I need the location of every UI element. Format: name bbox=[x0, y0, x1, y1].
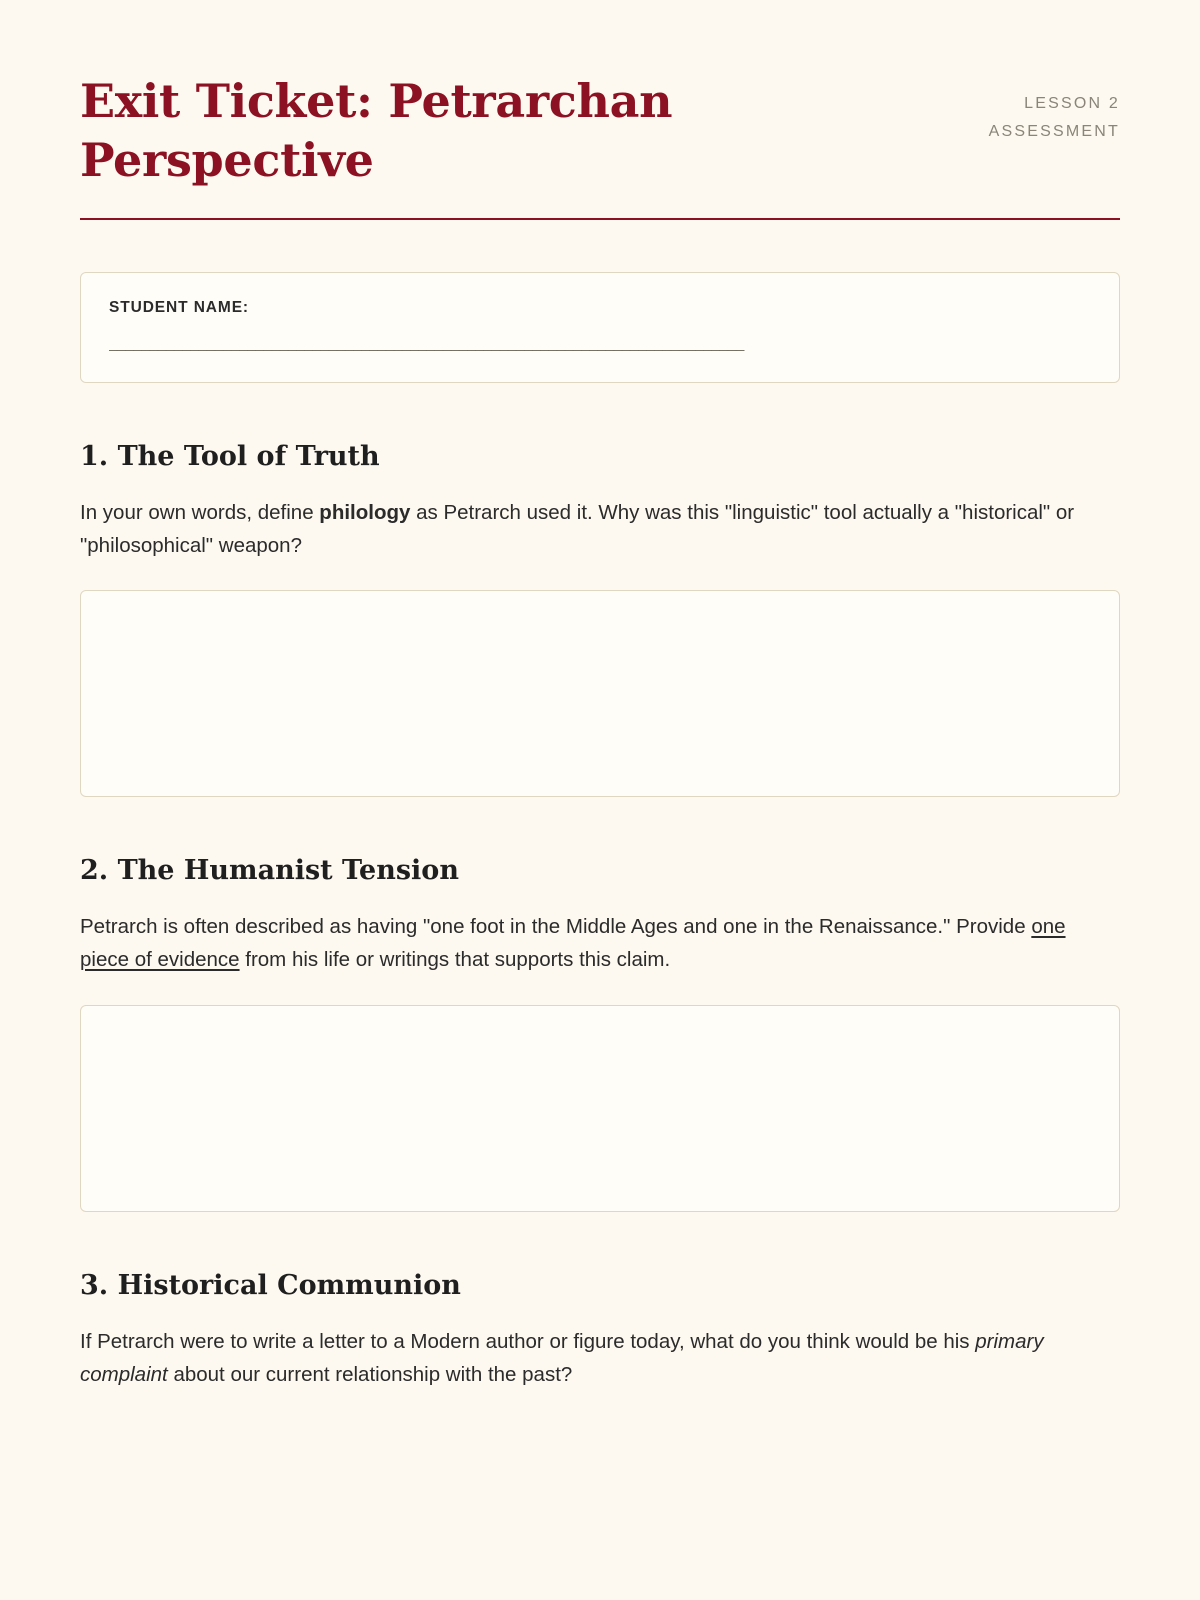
question-2 bbox=[80, 855, 1120, 1211]
document-header bbox=[80, 72, 1120, 190]
question-2-prompt bbox=[80, 910, 1090, 976]
question-1-heading: 1. The Tool of Truth bbox=[80, 440, 380, 472]
prompt-run-normal: If Petrarch were to write a letter to a Modern author or figure today, what do you think would be his bbox=[80, 1329, 976, 1353]
student-name-input[interactable]: ______________________________________________________________________________ bbox=[109, 334, 745, 352]
student-name-label: STUDENT NAME: bbox=[109, 298, 249, 316]
meta-lesson: LESSON 2 bbox=[1024, 95, 1120, 112]
question-2-heading: 2. The Humanist Tension bbox=[80, 855, 459, 887]
prompt-run-normal: from his life or writings that supports this claim. bbox=[239, 948, 671, 972]
meta-assessment: ASSESSMENT bbox=[988, 123, 1120, 140]
prompt-run-normal: In your own words, define bbox=[80, 500, 320, 524]
question-1-prompt bbox=[80, 496, 1090, 562]
question-3 bbox=[80, 1270, 1120, 1391]
student-name-box[interactable] bbox=[80, 272, 1120, 383]
prompt-run-underline: one piece of evidence bbox=[80, 915, 1066, 972]
question-1-answer-field[interactable] bbox=[80, 590, 1120, 797]
prompt-run-italic: primary complaint bbox=[80, 1329, 1044, 1386]
prompt-run-normal: as Petrarch used it. Why was this "linguistic" tool actually a "historical" or "philosophical" weapon? bbox=[80, 500, 1075, 557]
prompt-run-normal: Petrarch is often described as having "one foot in the Middle Ages and one in the Renaissance." Provide bbox=[80, 915, 1032, 939]
question-3-heading: 3. Historical Communion bbox=[80, 1269, 461, 1301]
title-divider bbox=[80, 218, 1120, 220]
question-1 bbox=[80, 441, 1120, 797]
prompt-run-bold: philology bbox=[319, 500, 411, 524]
page-title: Exit Ticket: Petrarchan Perspective bbox=[80, 74, 673, 187]
header-meta bbox=[989, 72, 1120, 146]
question-3-prompt bbox=[80, 1325, 1090, 1391]
prompt-run-normal: about our current relationship with the past? bbox=[167, 1362, 573, 1386]
question-2-answer-field[interactable] bbox=[80, 1005, 1120, 1212]
